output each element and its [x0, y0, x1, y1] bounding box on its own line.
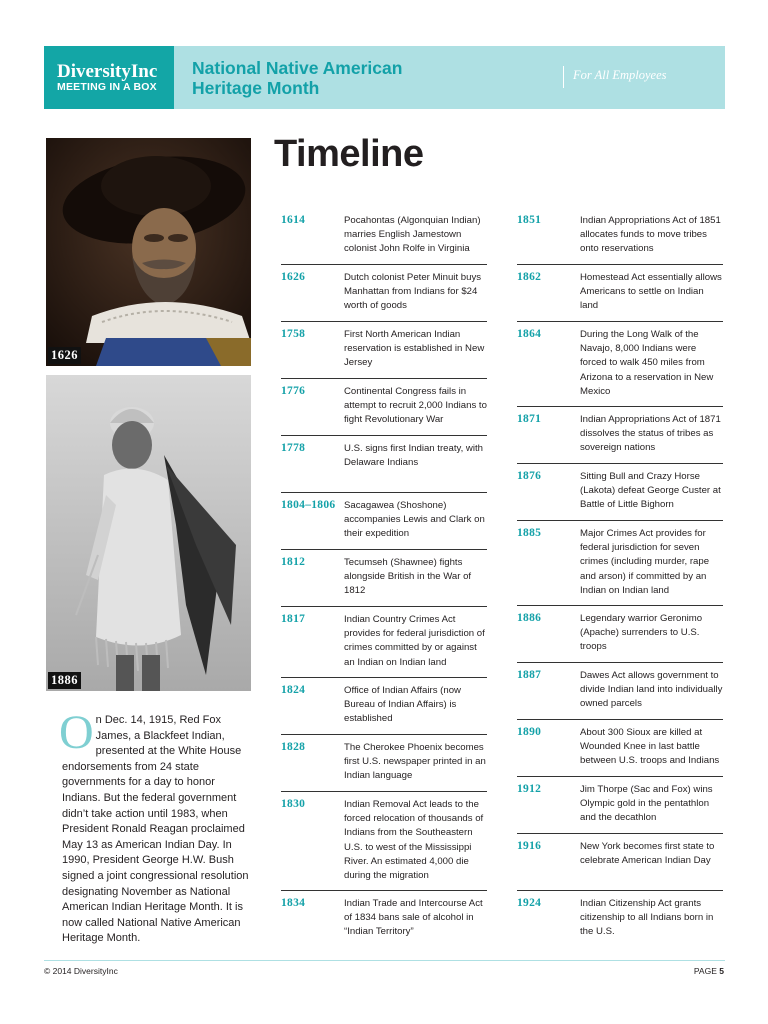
timeline-year: 1830 — [281, 798, 306, 810]
timeline-entry — [281, 607, 487, 678]
timeline-year: 1885 — [517, 527, 542, 539]
timeline-column-left — [281, 208, 487, 948]
timeline-year: 1804–1806 — [281, 499, 336, 511]
portrait-1886-illustration — [46, 375, 251, 691]
timeline-entry — [517, 663, 723, 720]
timeline-entry — [281, 792, 487, 891]
timeline-event: Tecumseh (Shawnee) fights alongside British in the War of 1812 — [344, 557, 472, 597]
timeline-event: Pocahontas (Algonquian Indian) marries English Jamestown colonist John Rolfe in Virginia — [344, 215, 481, 255]
intro-text: n Dec. 14, 1915, Red Fox James, a Blackfeet Indian, presented at the White House endorsements from 24 state governments for a day to honor Indians. But the federal government didn’t take action until 1983, when President Ronald Reagan proclaimed May 13 as American Indian Day. In 1990, President George H.W. Bush signed a joint congressional resolution designating November as National American Indian Heritage Month. It is now called National Native American Heritage Month. — [62, 714, 249, 945]
footer-rule — [44, 960, 725, 961]
timeline-event: Office of Indian Affairs (now Bureau of Indian Affairs) is established — [344, 685, 461, 725]
timeline-event: Dutch colonist Peter Minuit buys Manhattan from Indians for $24 worth of goods — [344, 272, 482, 312]
photo-year-label: 1886 — [48, 672, 81, 689]
timeline-year: 1864 — [517, 328, 542, 340]
portrait-1626-illustration — [46, 138, 251, 366]
timeline-event: Major Crimes Act provides for federal jurisdiction for seven crimes (including murder, rape and arson) if committed by an Indian on Indian land — [580, 528, 710, 596]
timeline-year: 1886 — [517, 612, 542, 624]
timeline-year: 1776 — [281, 385, 306, 397]
brand-subtitle: MEETING IN A BOX — [57, 81, 157, 93]
timeline-entry — [517, 521, 723, 606]
portrait-photo-1886 — [46, 375, 251, 691]
timeline-year: 1912 — [517, 783, 542, 795]
brand-name: DiversityInc — [57, 61, 158, 82]
banner-title — [192, 58, 452, 98]
brand-logo — [44, 46, 174, 109]
timeline-event: Sitting Bull and Crazy Horse (Lakota) defeat George Custer at Battle of Little Bighorn — [580, 471, 721, 511]
timeline-year: 1817 — [281, 613, 306, 625]
photo-year-label: 1626 — [48, 347, 81, 364]
intro-paragraph — [59, 706, 252, 947]
page-number — [694, 966, 724, 976]
timeline-year: 1862 — [517, 271, 542, 283]
timeline-year: 1887 — [517, 669, 542, 681]
timeline-title: Timeline — [274, 133, 424, 175]
timeline-year: 1778 — [281, 442, 306, 454]
banner-title-line-1: National Native American — [192, 58, 403, 78]
banner-divider — [563, 66, 564, 88]
timeline-year: 1924 — [517, 897, 542, 909]
timeline-entry — [517, 834, 723, 891]
timeline-entry — [517, 891, 723, 948]
timeline-entry — [281, 322, 487, 379]
drop-cap: O — [59, 706, 94, 759]
timeline-entry — [281, 208, 487, 265]
timeline-year: 1758 — [281, 328, 306, 340]
timeline-entry — [517, 720, 723, 777]
page-label: PAGE — [693, 966, 717, 976]
timeline-event: Jim Thorpe (Sac and Fox) wins Olympic gold in the pentathlon and the decathlon — [580, 784, 713, 824]
timeline-event: Indian Appropriations Act of 1871 dissolves the status of tribes as sovereign nations — [580, 414, 721, 454]
timeline-year: 1614 — [281, 214, 306, 226]
timeline-year: 1871 — [517, 413, 542, 425]
timeline-year: 1890 — [517, 726, 542, 738]
timeline-year: 1824 — [281, 684, 306, 696]
timeline-year: 1834 — [281, 897, 306, 909]
timeline-event: New York becomes first state to celebrate American Indian Day — [580, 841, 715, 867]
timeline-entry — [281, 550, 487, 607]
timeline-year: 1851 — [517, 214, 542, 226]
timeline-entry — [517, 606, 723, 663]
timeline-column-right — [517, 208, 723, 948]
timeline-entry — [281, 436, 487, 493]
copyright: © 2014 DiversityInc — [44, 966, 118, 976]
timeline-event: Continental Congress fails in attempt to recruit 2,000 Indians to fight Revolutionary War — [344, 386, 487, 426]
timeline-event: Dawes Act allows government to divide Indian land into individually owned parcels — [580, 670, 723, 710]
timeline-year: 1828 — [281, 741, 306, 753]
timeline-entry — [517, 464, 723, 521]
timeline-event: U.S. signs first Indian treaty, with Delaware Indians — [344, 443, 483, 469]
timeline-event: Indian Trade and Intercourse Act of 1834 bans sale of alcohol in “Indian Territory” — [344, 898, 483, 938]
timeline-entry — [281, 891, 487, 948]
timeline-entry — [281, 265, 487, 322]
timeline-entry — [281, 678, 487, 735]
timeline-entry — [281, 735, 487, 792]
timeline-event: Legendary warrior Geronimo (Apache) surrenders to U.S. troops — [580, 613, 703, 653]
timeline-event: Indian Country Crimes Act provides for federal jurisdiction of crimes committed by or against an Indian on Indian land — [344, 614, 485, 668]
portrait-photo-1626 — [46, 138, 251, 366]
timeline-year: 1876 — [517, 470, 542, 482]
header-banner — [44, 46, 725, 109]
timeline-entry — [517, 322, 723, 407]
timeline-entry — [517, 777, 723, 834]
timeline-year: 1916 — [517, 840, 542, 852]
audience-label: For All Employees — [573, 68, 667, 82]
timeline-event: First North American Indian reservation is established in New Jersey — [344, 329, 485, 369]
banner-title-line-2: Heritage Month — [192, 78, 320, 98]
timeline-entry — [517, 265, 723, 322]
timeline-entry — [517, 208, 723, 265]
timeline-event: The Cherokee Phoenix becomes first U.S. newspaper printed in an Indian language — [344, 742, 486, 782]
timeline-entry — [517, 407, 723, 464]
timeline-event: Indian Citizenship Act grants citizenship to all Indians born in the U.S. — [580, 898, 714, 938]
timeline-entry — [281, 379, 487, 436]
timeline-event: Homestead Act essentially allows Americans to settle on Indian land — [580, 272, 722, 312]
timeline-event: Indian Removal Act leads to the forced relocation of thousands of Indians from the Southeastern U.S. to west of the Mississippi River. An estimated 4,000 die during the migration — [344, 799, 484, 882]
timeline-event: During the Long Walk of the Navajo, 8,000 Indians were forced to walk 450 miles from Arizona to a reservation in New Mexico — [580, 329, 714, 397]
timeline-year: 1626 — [281, 271, 306, 283]
timeline-event: About 300 Sioux are killed at Wounded Knee in last battle between U.S. troops and Indians — [580, 727, 720, 767]
timeline-event: Sacagawea (Shoshone) accompanies Lewis and Clark on their expedition — [344, 500, 485, 540]
timeline-event: Indian Appropriations Act of 1851 allocates funds to move tribes onto reservations — [580, 215, 721, 255]
timeline-entry — [281, 493, 487, 550]
timeline-year: 1812 — [281, 556, 306, 568]
page-number-value: 5 — [719, 966, 724, 976]
